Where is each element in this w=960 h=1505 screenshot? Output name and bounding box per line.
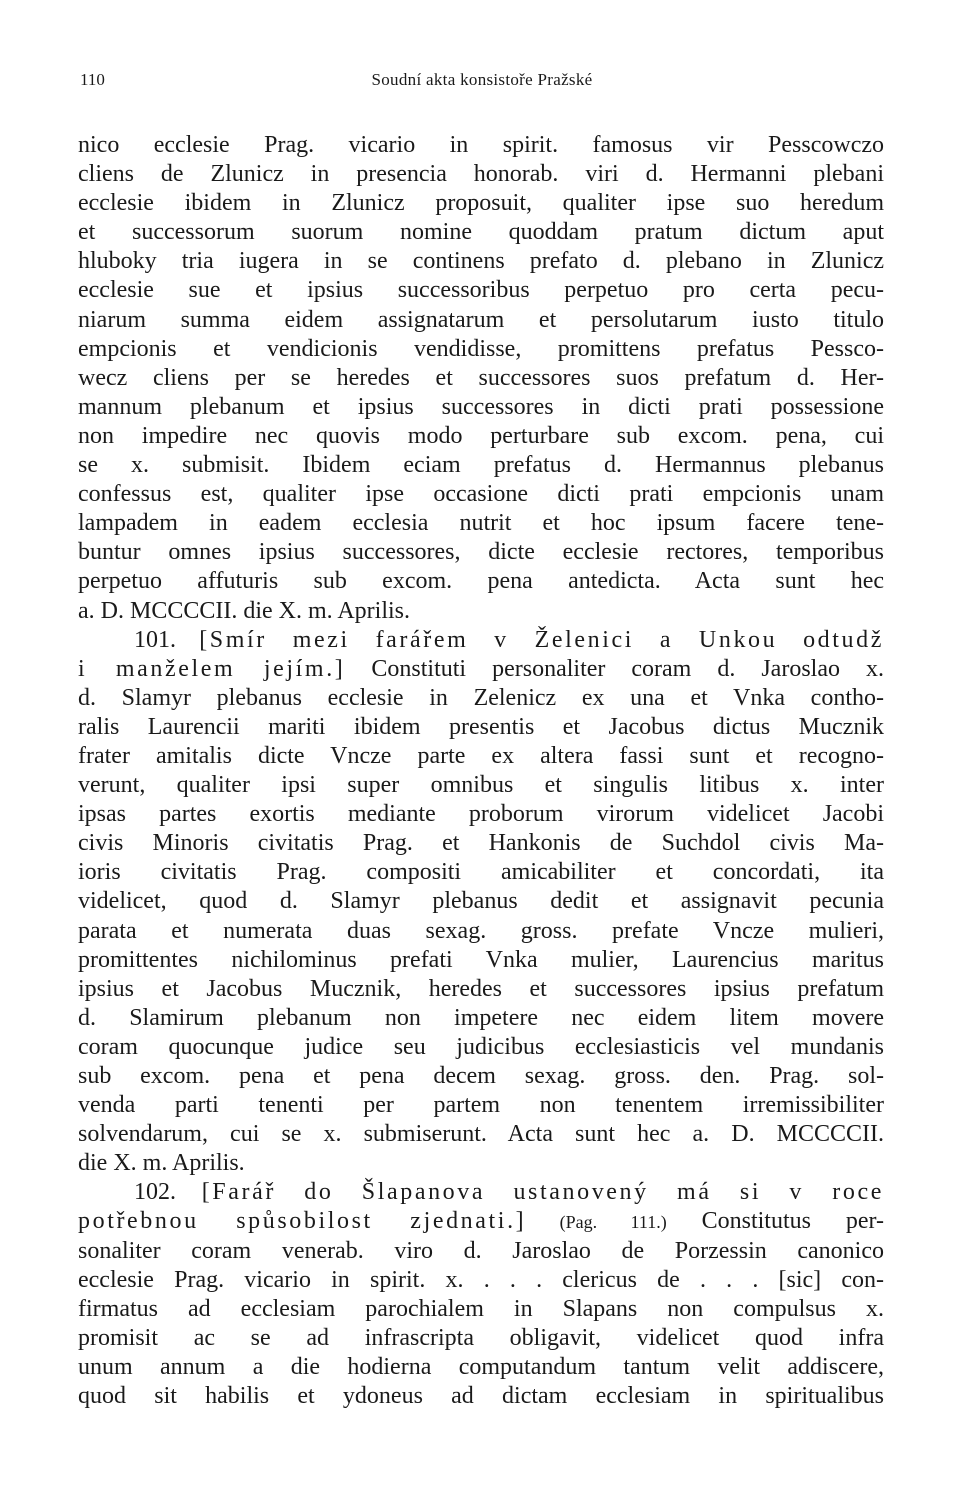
text-line	[78, 247, 884, 276]
line-text: firmatus ad ecclesiam parochialem in Slapans non compulsus x.	[78, 1295, 884, 1322]
text-line	[78, 800, 884, 829]
text-line	[78, 684, 884, 713]
text-line	[78, 1004, 884, 1033]
page-reference: (Pag. 111.)	[526, 1212, 667, 1233]
text-line	[78, 1091, 884, 1120]
text-line	[78, 538, 884, 567]
text-line	[78, 189, 884, 218]
text-line	[78, 509, 884, 538]
text-line	[78, 1324, 884, 1353]
line-text: d. Slamyr plebanus ecclesie in Zelenicz ex una et Vnka contho-	[78, 684, 884, 711]
line-text: sonaliter coram venerab. viro d. Jaroslao de Porzessin canonico	[78, 1237, 884, 1264]
text-line	[78, 160, 884, 189]
entry-heading: [Farář do Šlapanova ustanovený má si v roce	[201, 1179, 885, 1206]
entry-heading: i manželem jejím.]	[78, 655, 346, 682]
text-line	[78, 655, 884, 684]
text-line	[78, 218, 884, 247]
text-line	[78, 626, 884, 655]
text-line	[78, 1149, 884, 1178]
line-text: Constituti personaliter coram d. Jaroslao x.	[345, 655, 884, 682]
line-text: ecclesie Prag. vicario in spirit. x. . . . clericus de . . . [sic] con-	[78, 1266, 884, 1293]
text-line	[78, 887, 884, 916]
line-text: sub excom. pena et pena decem sexag. gross. den. Prag. sol-	[78, 1063, 884, 1089]
page-header	[80, 70, 884, 94]
line-text: confessus est, qualiter ipse occasione dicti prati empcionis unam	[78, 481, 884, 508]
line-text: empcionis et vendicionis vendidisse, promittens prefatus Pessco-	[78, 335, 884, 362]
text-line	[78, 393, 884, 422]
text-line	[78, 975, 884, 1004]
line-text: non impedire nec quovis modo perturbare sub excom. pena, cui	[78, 422, 884, 449]
line-text: se x. submisit. Ibidem eciam prefatus d. Hermannus plebanus	[78, 452, 884, 479]
line-text: civis Minoris civitatis Prag. et Hankonis de Suchdol civis Ma-	[78, 830, 884, 857]
text-line	[78, 422, 884, 451]
text-line	[78, 1062, 884, 1091]
text-line	[78, 364, 884, 393]
line-text: lampadem in eadem ecclesia nutrit et hoc ipsum facere tene-	[78, 510, 884, 537]
line-text: wecz cliens per se heredes et successores suos prefatum d. Her-	[78, 364, 884, 391]
text-line	[78, 946, 884, 975]
line-text: niarum summa eidem assignatarum et persolutarum iusto titulo	[78, 306, 884, 333]
text-line	[78, 1120, 884, 1149]
line-text: ipsius et Jacobus Mucznik, heredes et successores ipsius prefatum	[78, 975, 884, 1002]
line-text: venda parti tenenti per partem non tenentem irremissibiliter	[78, 1092, 884, 1119]
line-text: videlicet, quod d. Slamyr plebanus dedit et assignavit pecunia	[78, 888, 884, 915]
page-number: 110	[80, 70, 105, 89]
line-text: nico ecclesie Prag. vicario in spirit. famosus vir Pesscowczo	[78, 132, 884, 158]
line-text: ipsas partes exortis mediante proborum virorum videlicet Jacobi	[78, 801, 884, 828]
line-text: parata et numerata duas sexag. gross. prefate Vncze mulieri,	[78, 917, 884, 944]
line-text: buntur omnes ipsius successores, dicte ecclesie rectores, temporibus	[78, 539, 884, 566]
line-text: mannum plebanum et ipsius successores in dicti prati possessione	[78, 393, 884, 420]
line-text: verunt, qualiter ipsi super omnibus et singulis litibus x. inter	[78, 772, 884, 799]
line-text: ralis Laurencii mariti ibidem presentis et Jacobus dictus Mucznik	[78, 713, 884, 740]
line-text: ioris civitatis Prag. compositi amicabiliter et concordati, ita	[78, 859, 884, 886]
text-line	[78, 451, 884, 480]
text-line	[78, 713, 884, 742]
text-line	[78, 829, 884, 858]
entry-number: 101.	[134, 626, 176, 653]
running-title: Soudní akta konsistoře Pražské	[371, 70, 593, 89]
line-text: promisit ac se ad infrascripta obligavit, videlicet quod infra	[78, 1324, 884, 1351]
text-line	[78, 771, 884, 800]
line-text: ecclesie sue et ipsius successoribus perpetuo pro certa pecu-	[78, 277, 884, 304]
line-text: d. Slamirum plebanum non impetere nec eidem litem movere	[78, 1004, 884, 1031]
line-text: die X. m. Aprilis.	[78, 1150, 245, 1177]
line-text: coram quocunque judice seu judicibus ecclesiasticis vel mundanis	[78, 1033, 884, 1060]
text-line	[78, 742, 884, 771]
line-text: unum annum a die hodierna computandum tantum velit addiscere,	[78, 1353, 884, 1380]
text-line	[78, 1353, 884, 1382]
line-text: a. D. MCCCCII. die X. m. Aprilis.	[78, 597, 411, 624]
line-text: quod sit habilis et ydoneus ad dictam ecclesiam in spiritualibus	[78, 1383, 884, 1410]
entry-number: 102.	[134, 1179, 176, 1206]
text-line	[78, 1295, 884, 1324]
text-line	[78, 917, 884, 946]
text-line	[78, 858, 884, 887]
line-text: hluboky tria iugera in se continens prefato d. plebano in Zlunicz	[78, 248, 884, 275]
text-line	[78, 480, 884, 509]
line-text: cliens de Zlunicz in presencia honorab. viri d. Hermanni plebani	[78, 161, 884, 188]
line-text: ecclesie ibidem in Zlunicz proposuit, qualiter ipse suo heredum	[78, 190, 884, 217]
text-line	[78, 1266, 884, 1295]
line-text: et successorum suorum nomine quoddam pratum dictum aput	[78, 219, 884, 246]
text-line	[78, 567, 884, 596]
text-line	[78, 597, 884, 626]
text-line	[78, 1207, 884, 1236]
entry-heading: [Smír mezi farářem v Želenici a Unkou odtudž	[199, 626, 884, 653]
text-line	[78, 131, 884, 160]
line-text: promittentes nichilominus prefati Vnka mulier, Laurencius maritus	[78, 946, 884, 973]
entry-heading: potřebnou spůsobilost zjednati.]	[78, 1208, 527, 1235]
text-line	[78, 1382, 884, 1411]
text-line	[78, 306, 884, 335]
text-line	[78, 1178, 884, 1207]
text-line	[78, 276, 884, 305]
line-text: Constitutus per-	[666, 1208, 884, 1235]
body-text	[78, 131, 884, 1411]
text-line	[78, 1237, 884, 1266]
line-text: perpetuo affuturis sub excom. pena antedicta. Acta sunt hec	[78, 568, 884, 595]
line-text: frater amitalis dicte Vncze parte ex altera fassi sunt et recogno-	[78, 742, 884, 769]
text-line	[78, 335, 884, 364]
line-text: solvendarum, cui se x. submiserunt. Acta sunt hec a. D. MCCCCII.	[78, 1121, 884, 1148]
text-line	[78, 1033, 884, 1062]
